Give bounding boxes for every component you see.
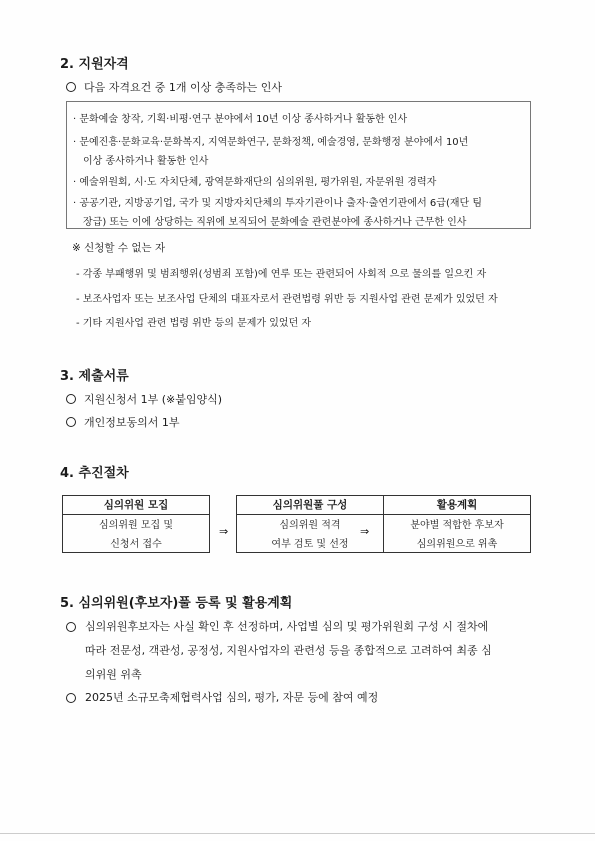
process-step-head: 활용계획 [384, 496, 530, 515]
section-2-intro [66, 79, 282, 95]
qualification-box [66, 101, 531, 229]
section-5-title: 5. 심의위원(후보자)풀 등록 및 활용계획 [60, 596, 293, 611]
circle-bullet-icon [66, 82, 76, 92]
circle-bullet-icon [66, 394, 76, 404]
process-step-line: 신청서 접수 [110, 539, 162, 550]
section-2-title: 2. 지원자격 [60, 57, 129, 72]
document-item [66, 391, 222, 407]
circle-bullet-icon [66, 417, 76, 427]
qualification-line: · 문화예술 창작, 기획·비평·연구 분야에서 10년 이상 종사하거나 활동한 인사 [73, 114, 408, 125]
intro-text: 다음 자격요건 중 1개 이상 충족하는 인사 [84, 81, 282, 94]
exclusion-item: - 보조사업자 또는 보조사업 단체의 대표자로서 관련법령 위반 등 지원사업 관련 문제가 있었던 자 [76, 294, 498, 305]
usage-paragraph-line: 의위원 위촉 [85, 668, 142, 681]
process-step-line: 심의위원 적격 [279, 520, 341, 531]
circle-bullet-icon [66, 693, 76, 703]
process-step-pool [236, 495, 384, 553]
process-step-usage [383, 495, 531, 553]
usage-paragraph-line: 따라 전문성, 객관성, 공정성, 지원사업자의 관련성 등을 종합적으로 고려하여 최종 심 [85, 644, 492, 657]
section-4-title: 4. 추진절차 [60, 466, 129, 481]
process-step-line: 분야별 적합한 후보자 [410, 520, 504, 531]
qualification-line: · 공공기관, 지방공기업, 국가 및 지방자치단체의 투자기관이나 출자·출연기관에서 6급(재단 팀 [73, 198, 483, 209]
exclusion-item: - 각종 부패행위 및 범죄행위(성범죄 포함)에 연루 또는 관련되어 사회적 으로 물의를 일으킨 자 [76, 269, 487, 280]
usage-paragraph-line: 2025년 소규모축제협력사업 심의, 평가, 자문 등에 참여 예정 [85, 691, 379, 704]
process-step-line: 심의위원으로 위촉 [416, 539, 498, 550]
process-step-line: 심의위원 모집 및 [99, 520, 173, 531]
document-item-text: 개인정보동의서 1부 [84, 416, 180, 429]
usage-paragraph-line: 심의위원후보자는 사실 확인 후 선정하며, 사업별 심의 및 평가위원회 구성 시 절차에 [85, 620, 489, 633]
process-step-head: 심의위원 모집 [63, 496, 209, 515]
circle-bullet-icon [66, 622, 76, 632]
process-step-recruit [62, 495, 210, 553]
process-step-head: 심의위원풀 구성 [237, 496, 383, 515]
document-item [66, 414, 180, 430]
arrow-right-icon: ⇒ [360, 525, 370, 538]
document-item-text: 지원신청서 1부 (※붙임양식) [84, 393, 223, 406]
qualification-line: · 예술위원회, 시·도 자치단체, 광역문화재단의 심의위원, 평가위원, 자문위원 경력자 [73, 177, 437, 188]
exclusion-item: - 기타 지원사업 관련 법령 위반 등의 문제가 있었던 자 [76, 318, 312, 329]
ineligible-note: ※ 신청할 수 없는 자 [72, 242, 166, 254]
arrow-right-icon: ⇒ [219, 525, 229, 538]
qualification-line: · 문예진흥·문화교육·문화복지, 지역문화연구, 문화정책, 예술경영, 문화행정 분야에서 10년 [73, 137, 469, 148]
qualification-line: 이상 종사하거나 활동한 인사 [83, 156, 209, 167]
qualification-line: 장급) 또는 이에 상당하는 직위에 보직되어 문화예술 관련분야에 종사하거나 근무한 인사 [83, 217, 467, 228]
process-step-line: 여부 검토 및 선정 [271, 539, 349, 550]
page-bottom-rule [0, 833, 595, 834]
section-3-title: 3. 제출서류 [60, 369, 129, 384]
